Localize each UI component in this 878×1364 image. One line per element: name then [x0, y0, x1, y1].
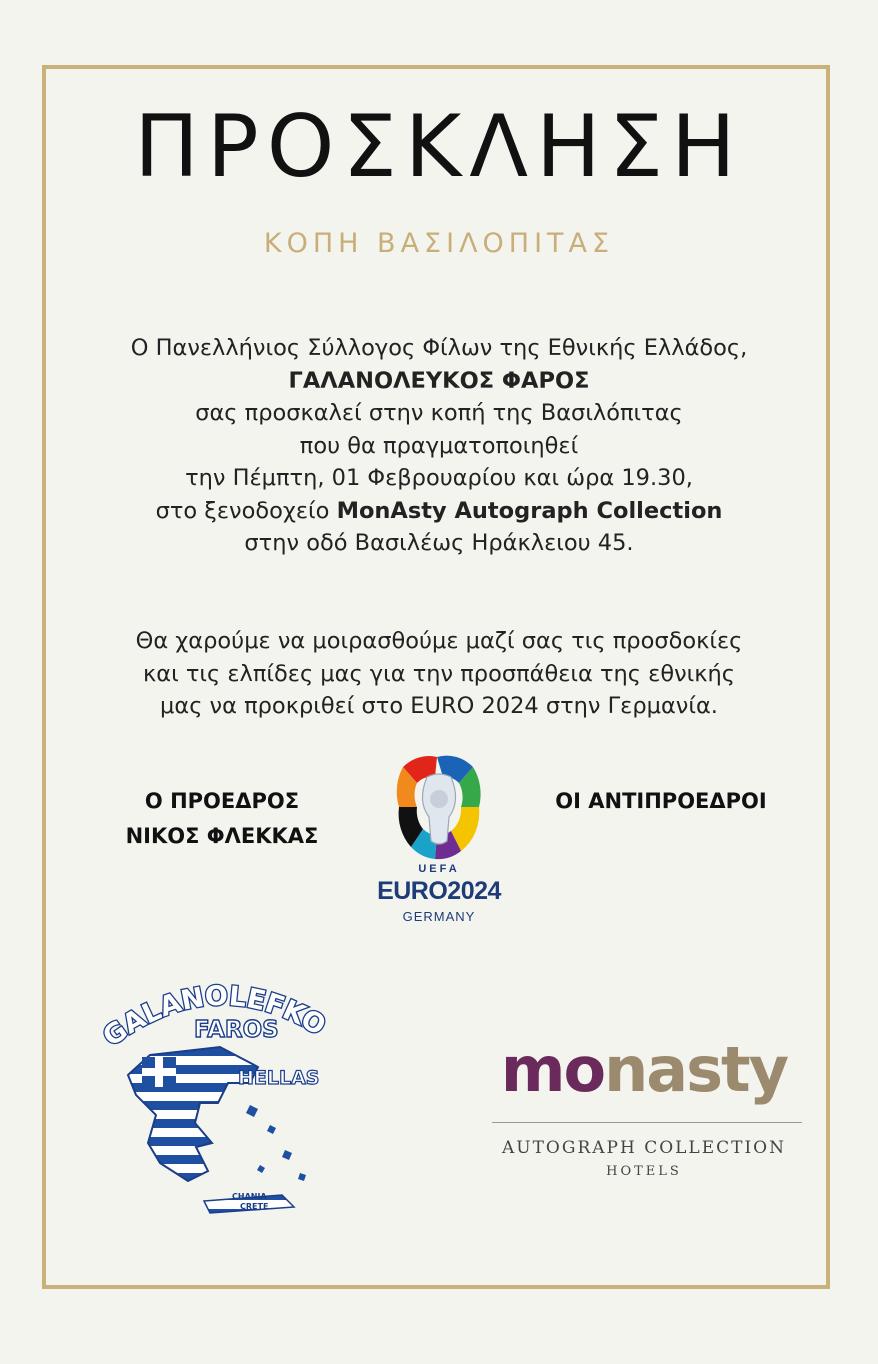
monasty-logo	[484, 1030, 804, 1190]
hotel-prefix: στο ξενοδοχείο	[155, 497, 337, 524]
svg-text:GALANOLEFKOS: GALANOLEFKO	[100, 980, 331, 1053]
hotel-name: MonAsty Autograph Collection	[336, 497, 723, 524]
euro-trophy-icon	[365, 755, 513, 865]
p1-line-7: στην οδό Βασιλέως Ηράκλειου 45.	[244, 530, 634, 556]
greece-map-icon	[100, 975, 345, 1235]
galanolefkos-faros-logo	[100, 975, 345, 1235]
euro-2024-logo	[365, 755, 513, 935]
p1-line-5: την Πέμπτη, 01 Φεβρουαρίου και ώρα 19.30,	[185, 465, 693, 491]
monasty-divider	[492, 1122, 802, 1123]
germany-label: GERMANY	[402, 909, 476, 924]
invitation-title: ΠΡΟΣΚΛΗΣΗ	[134, 97, 744, 197]
euro-label: EURO2024	[377, 877, 501, 905]
president-name: ΝΙΚΟΣ ΦΛΕΚΚΑΣ	[125, 824, 319, 848]
p1-line-6	[0, 495, 878, 528]
monasty-word-part1: mo	[500, 1033, 605, 1106]
monasty-word-part2: nasty	[604, 1033, 788, 1106]
p1-line-4: που θα πραγματοποιηθεί	[299, 432, 579, 459]
monasty-wordmark	[484, 1030, 804, 1110]
crete-label: CRETE	[240, 1202, 269, 1211]
association-name: ΓΑΛΑΝΟΛΕΥΚΟΣ ΦΑΡΟΣ	[288, 367, 590, 394]
president-role: Ο ΠΡΟΕΔΡΟΣ	[144, 789, 300, 813]
p2-line-2: και τις ελπίδες μας για την προσπάθεια της εθνικής	[143, 660, 735, 687]
p1-line-2	[0, 365, 878, 398]
president-signature	[100, 784, 344, 854]
p1-line-1: Ο Πανελλήνιος Σύλλογος Φίλων της Εθνικής Ελλάδος,	[130, 335, 748, 361]
hellas-label: HELLAS	[238, 1067, 320, 1089]
uefa-label: UEFA	[418, 863, 460, 875]
invitation-paragraph-1	[0, 332, 878, 560]
p2-line-1: Θα χαρούμε να μοιρασθούμε μαζί σας τις προσδοκίες	[135, 628, 743, 654]
chania-label: CHANIA	[232, 1192, 267, 1201]
faros-label: FAROS	[194, 1017, 279, 1043]
vice-role: ΟΙ ΑΝΤΙΠΡΟΕΔΡΟΙ	[555, 789, 767, 813]
invitation-subtitle: ΚΟΠΗ ΒΑΣΙΛΟΠΙΤΑΣ	[263, 228, 615, 259]
invitation-paragraph-2	[0, 625, 878, 723]
autograph-collection-label: AUTOGRAPH COLLECTION	[501, 1138, 786, 1158]
p1-line-3: σας προσκαλεί στην κοπή της Βασιλόπιτας	[195, 400, 683, 426]
hotels-label: HOTELS	[606, 1164, 682, 1179]
p2-line-3: μας να προκριθεί στο EURO 2024 στην Γερμανία.	[160, 693, 718, 719]
vice-presidents-signature	[520, 784, 802, 819]
